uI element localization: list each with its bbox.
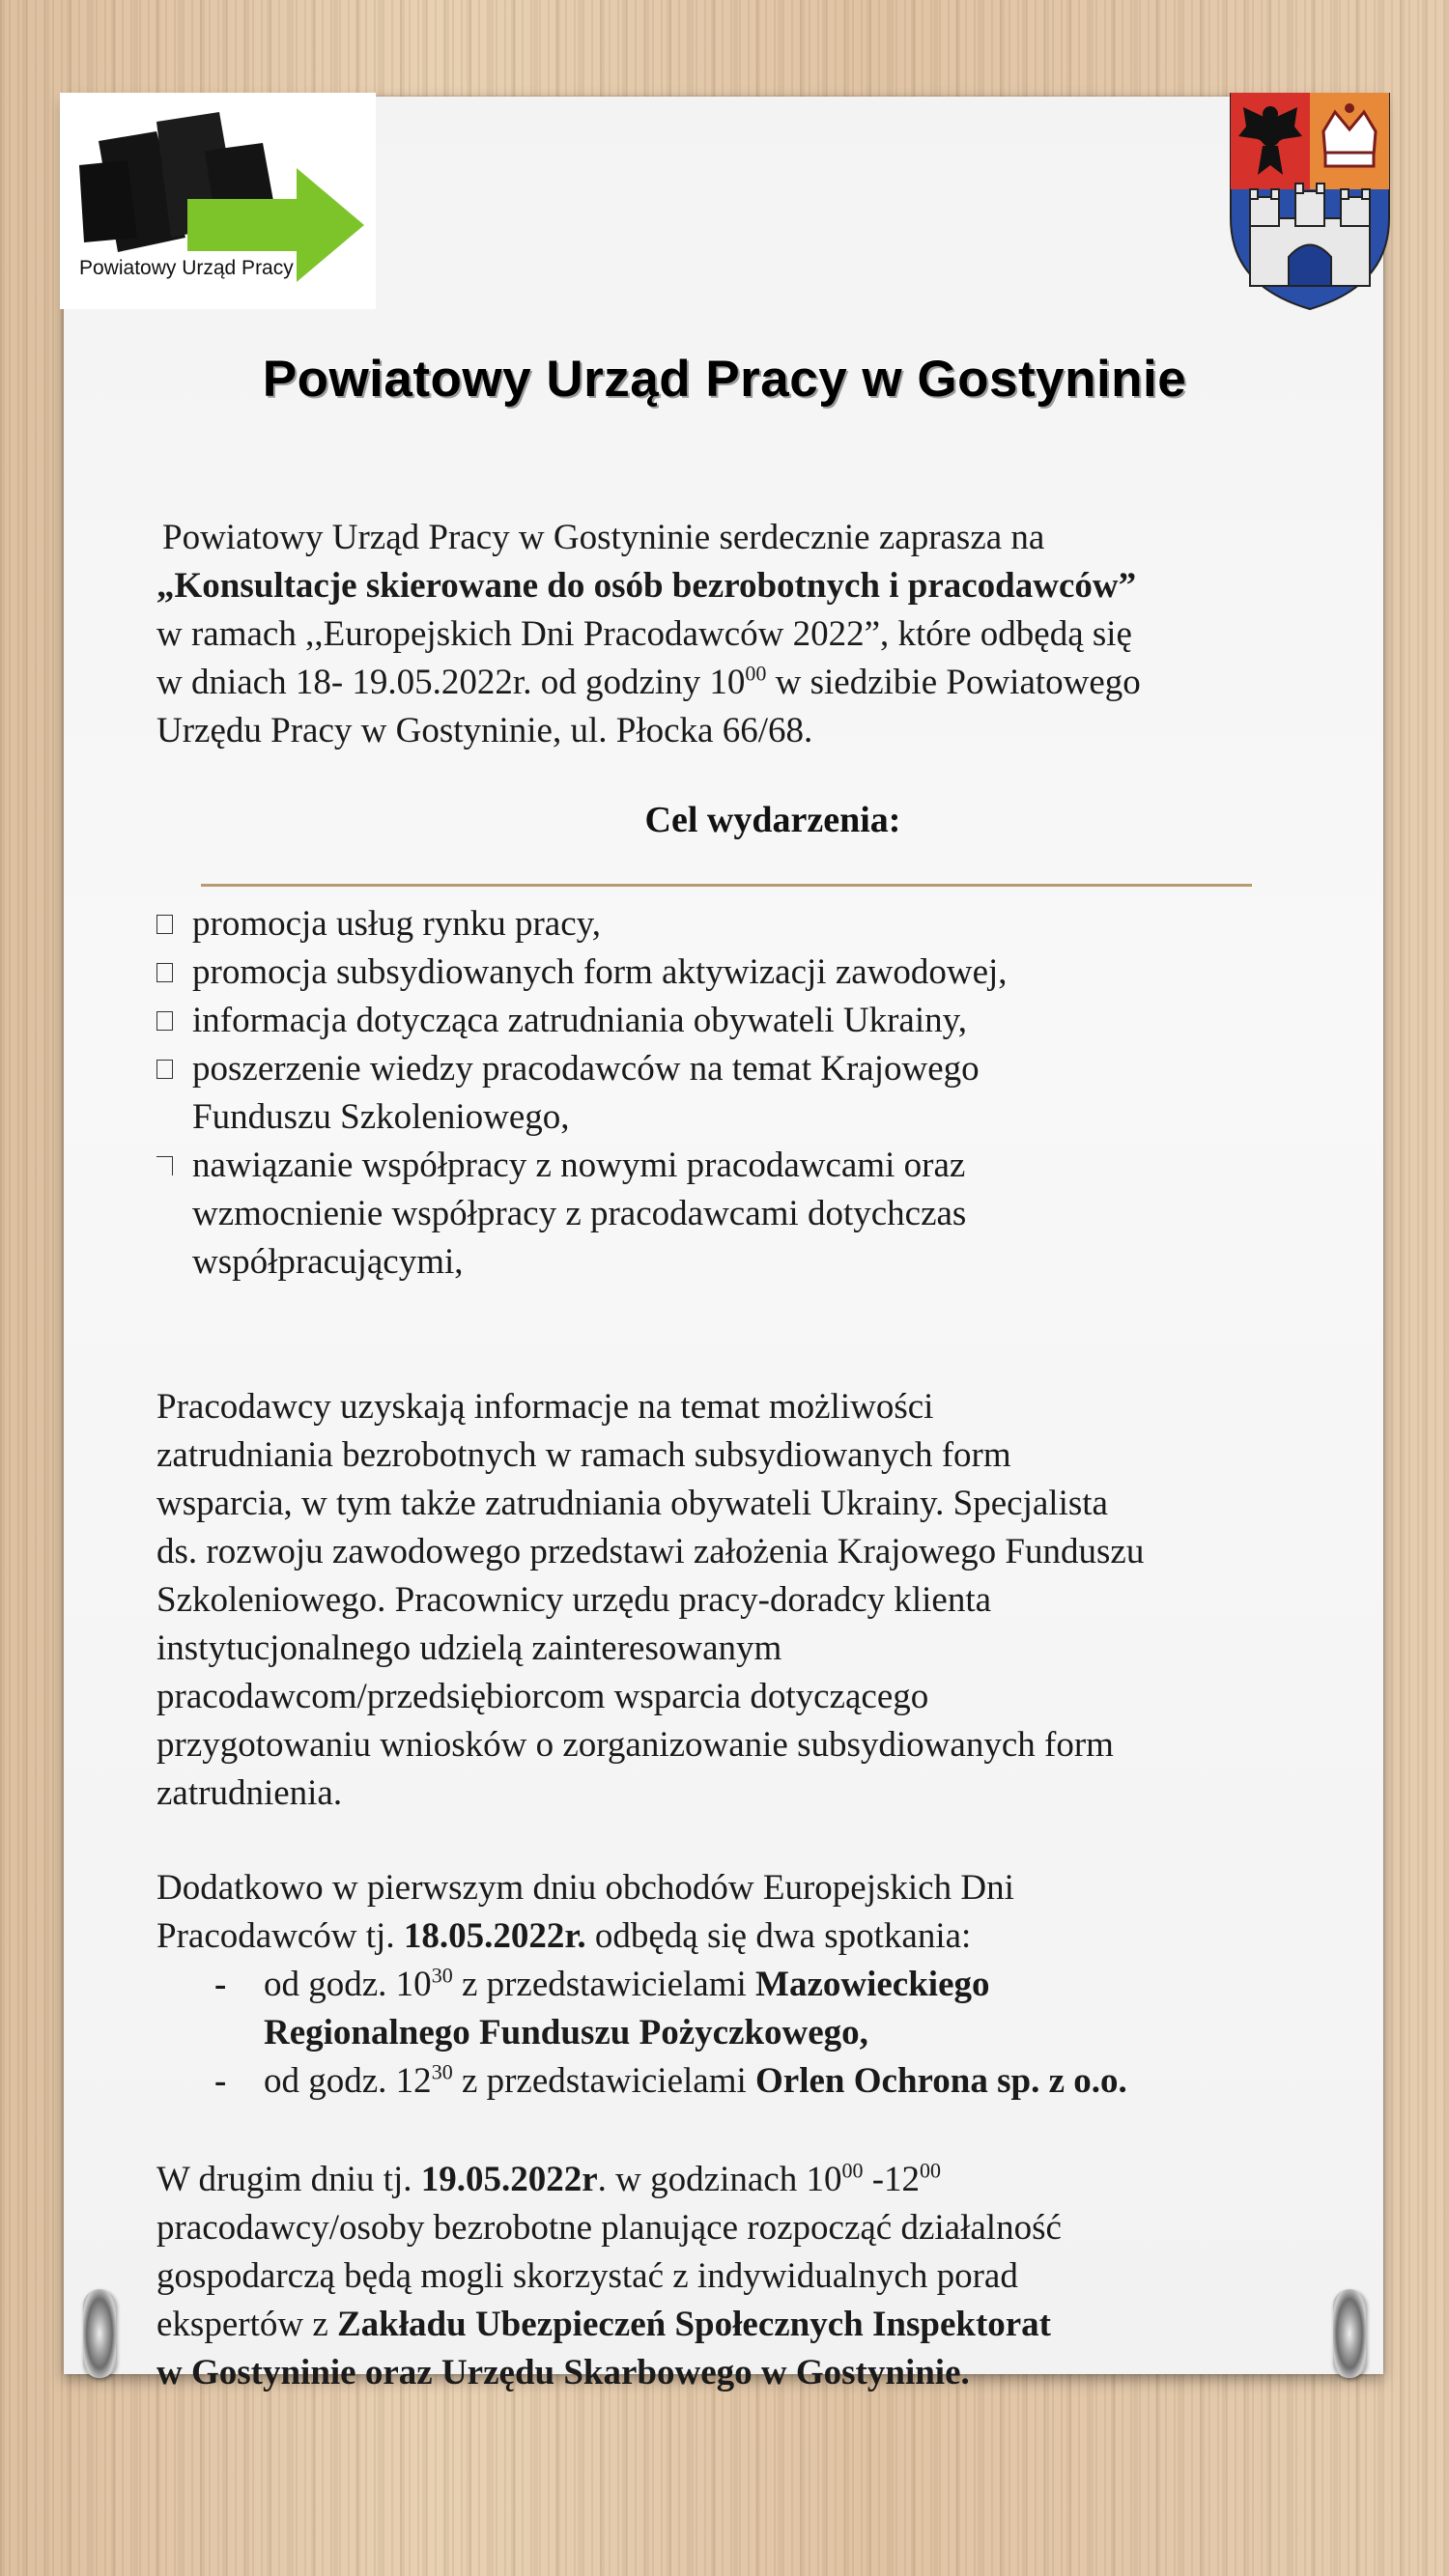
- organization-bold: Zakładu Ubezpieczeń Społecznych Inspektorat: [337, 2305, 1052, 2344]
- paragraph-line: zatrudniania bezrobotnych w ramach subsydiowanych form: [156, 1435, 1011, 1475]
- corner-bullet-icon: [156, 1156, 173, 1175]
- dash-bullet: -: [214, 1965, 227, 2004]
- time-superscript: 00: [841, 2158, 864, 2183]
- paragraph-line: wsparcia, w tym także zatrudniania obywateli Ukrainy. Specjalista: [156, 1484, 1108, 1523]
- goal-item: [156, 997, 1316, 1045]
- text-span: od godz. 10: [264, 1965, 432, 2004]
- paragraph-line: gospodarczą będą mogli skorzystać z indywidualnych porad: [156, 2256, 1018, 2296]
- intro-venue-text: w siedzibie Powiatowego: [766, 663, 1141, 702]
- dash-bullet: -: [214, 2061, 227, 2101]
- goal-item: [156, 948, 1316, 997]
- goal-text: współpracującymi,: [192, 1242, 464, 1282]
- pup-logo-caption: Powiatowy Urząd Pracy: [79, 257, 294, 279]
- goal-list: [156, 900, 1316, 1287]
- paragraph-line: [156, 2301, 1354, 2349]
- intro-line: Powiatowy Urząd Pracy w Gostyninie serdecznie zaprasza na: [162, 518, 1045, 557]
- text-span: odbędą się dwa spotkania:: [585, 1916, 972, 1956]
- paragraph-line: ds. rozwoju zawodowego przedstawi założenia Krajowego Funduszu: [156, 1532, 1145, 1571]
- text-span: -12: [863, 2160, 921, 2199]
- paragraph-line: Dodatkowo w pierwszym dniu obchodów Europejskich Dni: [156, 1868, 1014, 1908]
- goal-item: [156, 900, 1316, 948]
- time-superscript: 30: [431, 1963, 453, 1988]
- time-superscript: 30: [431, 2059, 453, 2084]
- goal-text: poszerzenie wiedzy pracodawców na temat Krajowego: [192, 1049, 980, 1089]
- section-divider: [201, 884, 1252, 887]
- paragraph-line: pracodawcy/osoby bezrobotne planujące rozpocząć działalność: [156, 2208, 1062, 2248]
- date-bold: 18.05.2022r.: [403, 1916, 586, 1956]
- text-span: ekspertów z: [156, 2305, 337, 2344]
- paragraph-line: przygotowaniu wniosków o zorganizowanie subsydiowanych form: [156, 1725, 1114, 1765]
- intro-line: w ramach ,,Europejskich Dni Pracodawców 2022”, które odbędą się: [156, 614, 1132, 654]
- coat-of-arms: [1229, 93, 1391, 311]
- first-day-paragraph: [156, 1864, 1354, 2106]
- page-title: Powiatowy Urząd Pracy w Gostyninie: [262, 351, 1187, 408]
- organization-bold: w Gostyninie oraz Urzędu Skarbowego w Gostyninie.: [156, 2353, 970, 2392]
- checkbox-bullet-icon: [156, 915, 173, 934]
- goal-text: Funduszu Szkoleniowego,: [192, 1097, 570, 1137]
- time-superscript: 00: [745, 661, 767, 686]
- employer-info-paragraph: [156, 1383, 1354, 1818]
- intro-paragraph: [156, 514, 1345, 755]
- organization-bold: Regionalnego Funduszu Pożyczkowego,: [264, 2013, 868, 2052]
- paragraph-line: [156, 2349, 1354, 2397]
- goal-text: promocja subsydiowanych form aktywizacji zawodowej,: [192, 952, 1008, 992]
- date-bold: 19.05.2022r: [420, 2160, 598, 2199]
- paragraph-line: Pracodawcy uzyskają informacje na temat możliwości: [156, 1387, 934, 1427]
- goal-text: informacja dotycząca zatrudniania obywateli Ukrainy,: [192, 1001, 967, 1040]
- paragraph-line: instytucjonalnego udzielą zainteresowanym: [156, 1628, 782, 1668]
- checkbox-bullet-icon: [156, 963, 173, 982]
- goal-text: wzmocnienie współpracy z pracodawcami dotychczas: [192, 1194, 967, 1233]
- intro-event-name: [156, 562, 1345, 610]
- coat-of-arms-graphic: [1229, 93, 1391, 311]
- checkbox-bullet-icon: [156, 1011, 173, 1031]
- text-span: Pracodawców tj.: [156, 1916, 404, 1956]
- goal-text: nawiązanie współpracy z nowymi pracodawcami oraz: [192, 1146, 966, 1185]
- text-span: z przedstawicielami: [452, 1965, 756, 2004]
- second-day-paragraph: [156, 2156, 1354, 2397]
- text-span: . w godzinach 10: [597, 2160, 842, 2199]
- meeting-item: [156, 2057, 1354, 2106]
- time-superscript: 00: [920, 2158, 942, 2183]
- pushpin-left: [83, 2289, 116, 2378]
- intro-line: Urzędu Pracy w Gostyninie, ul. Płocka 66/68.: [156, 711, 813, 750]
- intro-line-dates: [156, 659, 1345, 707]
- checkbox-bullet-icon: [156, 1060, 173, 1079]
- text-span: z przedstawicielami: [452, 2061, 756, 2101]
- meeting-item: [156, 1961, 1354, 2057]
- organization-bold: Orlen Ochrona sp. z o.o.: [755, 2061, 1127, 2101]
- paragraph-line: [156, 1912, 1354, 1961]
- text-span: od godz. 12: [264, 2061, 432, 2101]
- paragraph-line: [156, 2156, 1354, 2204]
- goal-item: [156, 1142, 1316, 1287]
- text-span: W drugim dniu tj.: [156, 2160, 421, 2199]
- goal-heading: Cel wydarzenia:: [644, 800, 901, 840]
- intro-dates-text: w dniach 18- 19.05.2022r. od godziny 10: [156, 663, 746, 702]
- goal-item: [156, 1045, 1316, 1142]
- event-name-bold: „Konsultacje skierowane do osób bezrobotnych i pracodawców”: [156, 566, 1137, 606]
- organization-bold: Mazowieckiego: [755, 1965, 990, 2004]
- paragraph-line: zatrudnienia.: [156, 1773, 343, 1813]
- paragraph-line: Szkoleniowego. Pracownicy urzędu pracy-doradcy klienta: [156, 1580, 992, 1620]
- goal-text: promocja usług rynku pracy,: [192, 904, 601, 944]
- paragraph-line: pracodawcom/przedsiębiorcom wsparcia dotyczącego: [156, 1677, 929, 1716]
- pup-logo: [60, 93, 376, 309]
